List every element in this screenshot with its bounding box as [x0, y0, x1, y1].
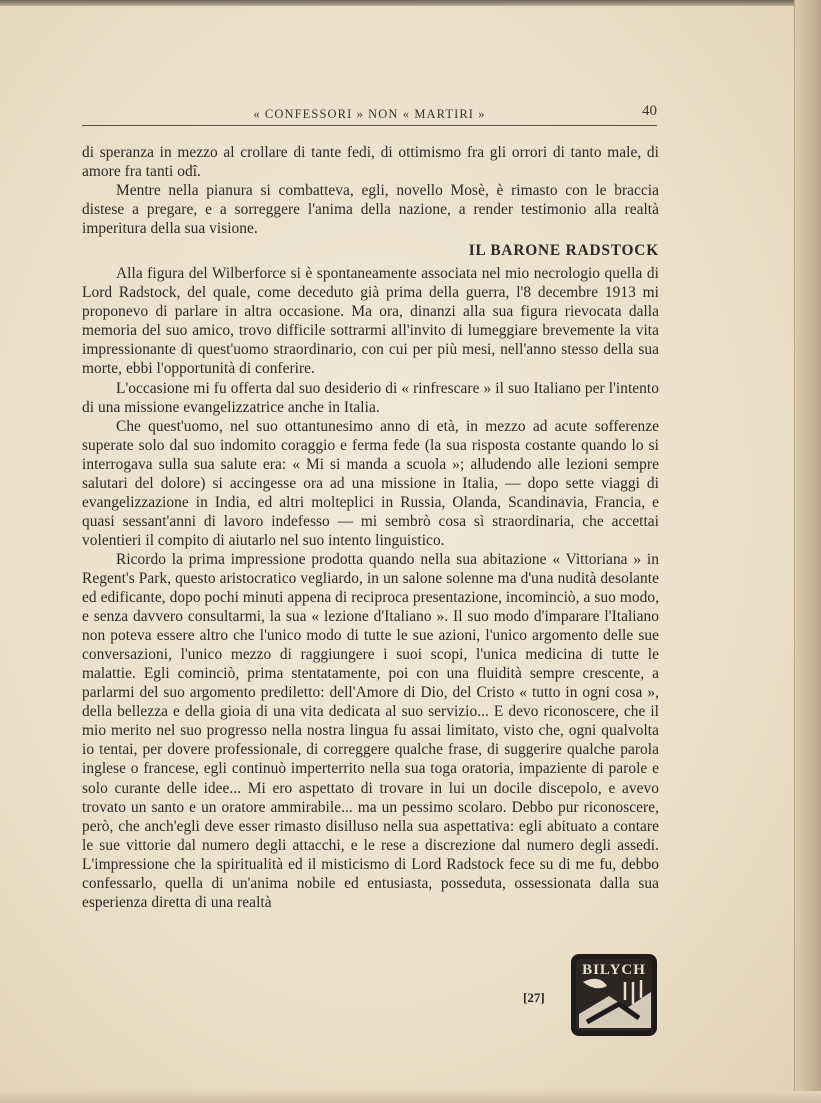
body-text	[82, 143, 659, 912]
paragraph: Che quest'uomo, nel suo ottantunesimo anno di età, in mezzo ad acute sofferenze superate solo dal suo indomito coraggio e ferma fede (la sua risposta costante quando lo si interrogava sulla sua salute era: « Mi si manda a scuola »; alludendo alle lezioni sempre salutari del dolore) si accingesse ora ad una missione in Italia, — dopo sette viaggi di evangelizzazione in India, ed altri molteplici in Russia, Olanda, Scandinavia, Francia, e quasi sessant'anni di lavoro indefesso — mi sembrò cosa sì straordinaria, che accettai volentieri il compito di aiutarlo nel suo intento linguistico.	[82, 417, 659, 549]
paragraph: Alla figura del Wilberforce si è spontaneamente associata nel mio necrologio quella di Lord Radstock, del quale, come deceduto già prima della guerra, l'8 decembre 1913 mi proponevo di parlare in altra occasione. Ma ora, dinanzi alla sua figura rievocata dalla memoria del suo amico, trovo difficile sottrarmi all'invito di lumeggiare brevemente la vita impressionante di quest'uomo straordinario, con cui per più mesi, nell'anno stesso della sua morte, ebbi l'opportunità di conferire.	[82, 265, 659, 378]
running-title: « CONFESSORI » NON « MARTIRI »	[253, 107, 486, 121]
paragraph: L'occasione mi fu offerta dal suo desiderio di « rinfrescare » il suo Italiano per l'intento di una missione evangelizzatrice anche in Italia.	[82, 379, 659, 416]
page-right-edge	[794, 0, 821, 1103]
running-header	[82, 103, 657, 126]
paragraph: di speranza in mezzo al crollare di tante fedi, di ottimismo fra gli orrori di tanto male, di amore fra tanti odî.	[82, 144, 659, 181]
page-top-edge	[0, 0, 821, 6]
page-bottom-edge	[0, 1091, 821, 1103]
page-number: 40	[642, 103, 657, 119]
stamp-lettering: BILYCH	[582, 962, 646, 978]
paragraph: Ricordo la prima impressione prodotta quando nella sua abitazione « Vittoriana » in Regent's Park, questo aristocratico vegliardo, in un salone solenne ma d'una nudità desolante ed edificante, dopo pochi minuti appena di reciproca presentazione, incominciò, a suo modo, e senza davvero consultarmi, la sua « lezione d'Italiano ». Il suo modo d'imparare l'Italiano non poteva essere altro che l'unico modo di tutte le sue azioni, l'unico argomento delle sue conversazioni, l'unico mezzo di raggiungere i suoi scopi, l'unica medicina di tutte le malattie. Egli cominciò, prima stentatamente, poi con una fluidità sempre crescente, a parlarmi del suo argomento prediletto: dell'Amore di Dio, del Cristo « tutto in ogni cosa », della bellezza e della gioia di una vita dedicata al suo servizio... E devo riconoscere, che il mio merito nel suo progresso nella nostra lingua fu assai limitato, visto che, ogni qualvolta io tentai, per dovere professionale, di correggere qualche frase, di suggerire qualche parola inglese o francese, egli continuò imperterrito nella sua toga oratoria, impaziente di parole e solo curante delle idee... Mi ero aspettato di trovare in lui un docile discepolo, e avevo trovato un santo e un oratore ammirabile... ma un pessimo scolaro. Debbo pur riconoscere, però, che anch'egli deve esser rimasto disilluso nella sua aspettativa: egli abituato a contare le sue vittorie dal numero degli attacchi, e le rese a discrezione dal numero degli assedi. L'impressione che la spiritualità ed il misticismo di Lord Radstock fece su di me fu, debbo confessarlo, quella di un'anima nobile ed entusiasta, posseduta, ossessionata dalla sua esperienza diretta di una realtà	[82, 550, 659, 911]
library-stamp-icon	[569, 952, 659, 1038]
plate-number: [27]	[523, 990, 545, 1005]
section-heading: IL BARONE RADSTOCK	[468, 242, 659, 260]
paragraph: Mentre nella pianura si combatteva, egli, novello Mosè, è rimasto con le braccia distese a pregare, e a sorreggere l'anima della nazione, a render testimonio alla realtà imperitura della sua visione.	[82, 182, 659, 238]
